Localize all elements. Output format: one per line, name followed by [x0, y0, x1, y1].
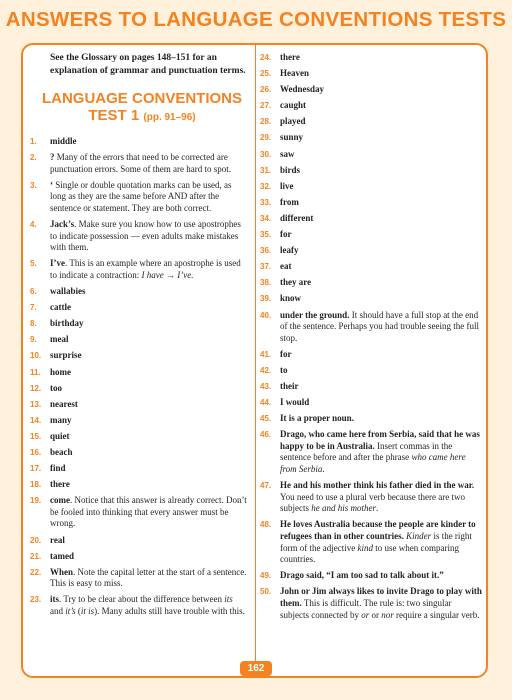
answer-text: for	[280, 229, 292, 240]
answer-example: I have → I’ve.	[141, 269, 194, 280]
answer-phrase: who came here from Serbia	[280, 452, 466, 475]
answer-text: real	[50, 534, 65, 545]
answer-number: 30.	[260, 149, 272, 159]
answer-item	[260, 480, 482, 515]
answer-number: 9.	[30, 335, 37, 345]
answer-number: 33.	[260, 197, 272, 207]
answer-number: 1.	[30, 137, 37, 146]
answer-text: live	[280, 180, 294, 191]
answer-item	[260, 586, 482, 621]
answer-number: 43.	[260, 381, 272, 391]
answer-number: 2.	[30, 153, 37, 163]
answer-explanation: . Make sure you know how to use apostrophes to indicate possession — even adults make mistakes with them.	[50, 219, 241, 253]
answer-text: birds	[280, 164, 301, 175]
answer-explanation: Single or double quotation marks can be used, as long as they are the same before AND after the sentence or statement. They are both correct.	[50, 179, 232, 213]
answer-number: 20.	[30, 535, 42, 545]
answer-item	[260, 570, 482, 582]
answer-number: 35.	[260, 230, 272, 240]
answer-explanation: to use when comparing countries.	[280, 542, 459, 565]
answer-item	[260, 519, 482, 565]
answer-number: 17.	[30, 464, 42, 474]
answer-number: 31.	[260, 165, 272, 175]
answer-term: it’s	[65, 606, 76, 616]
column-divider	[255, 44, 256, 676]
answer-item	[260, 116, 482, 128]
answer-term: or	[361, 609, 370, 620]
section-pages: (pp. 91–96)	[143, 112, 196, 123]
answer-number: 28.	[260, 117, 272, 127]
answer-text: leafy	[280, 245, 299, 256]
answer-item	[30, 334, 248, 346]
answer-explanation: and	[50, 606, 66, 616]
answer-number: 32.	[260, 181, 272, 191]
answer-text: too	[50, 382, 62, 393]
answer-text: surprise	[50, 350, 82, 361]
answer-item	[30, 463, 248, 475]
answer-item	[260, 349, 482, 361]
answer-term: Kinder	[406, 531, 432, 541]
section-test: TEST 1	[88, 107, 140, 124]
answer-text: It is a proper noun.	[280, 413, 354, 424]
answer-item	[30, 367, 248, 379]
answer-key: He loves Australia because the people are kinder to refugees than in other countries.	[280, 519, 476, 541]
answer-explanation: Insert commas in the sentence before and after the phrase	[280, 440, 453, 463]
answer-explanation: It should have a full stop at the end of the sentence. Perhaps you had trouble seeing the full stop.	[280, 309, 479, 343]
answer-item	[260, 181, 482, 193]
answer-text: birthday	[50, 318, 84, 329]
answer-text: cattle	[50, 302, 71, 313]
answer-text: caught	[280, 100, 307, 111]
answer-text: eat	[280, 261, 292, 272]
answer-item	[30, 431, 248, 443]
answer-item	[30, 302, 248, 314]
answer-item	[260, 381, 482, 393]
answer-item	[260, 100, 482, 112]
answer-item	[260, 293, 482, 305]
answer-item	[30, 399, 248, 411]
answer-number: 27.	[260, 101, 272, 111]
answer-number: 15.	[30, 431, 42, 441]
answer-explanation: . Note the capital letter at the start of a sentence. This is easy to miss.	[50, 566, 247, 589]
answer-key: ‘	[50, 179, 53, 190]
answer-explanation: require a singular verb.	[393, 609, 480, 620]
answer-item	[30, 535, 248, 547]
answer-explanation: (	[75, 606, 81, 616]
answer-text: there	[280, 52, 300, 62]
answer-explanation: . This is an example where an apostrophe is used to indicate a contraction:	[50, 258, 241, 280]
answer-text: meal	[50, 334, 69, 345]
answer-text: Drago said, “I am too sad to talk about it.”	[280, 570, 444, 581]
answer-number: 26.	[260, 85, 272, 95]
answer-item	[260, 52, 482, 64]
answer-term: it is	[80, 606, 95, 616]
answer-text: their	[280, 380, 299, 391]
answer-item	[30, 258, 248, 281]
answer-number: 37.	[260, 262, 272, 272]
answer-explanation: This is difficult. The rule is: two singular subjects connected by	[280, 597, 452, 620]
answer-number: 19.	[30, 496, 42, 506]
answer-number: 47.	[260, 481, 272, 491]
answer-text: played	[280, 116, 306, 127]
answer-number: 22.	[30, 567, 42, 577]
answer-text: different	[280, 212, 314, 223]
left-column	[30, 48, 248, 618]
answer-key: under the ground.	[280, 309, 350, 320]
answer-explanation: or	[369, 609, 382, 620]
answer-text: to	[280, 364, 288, 375]
page-title: ANSWERS TO LANGUAGE CONVENTIONS TESTS	[5, 8, 507, 31]
answer-key: its	[50, 594, 59, 605]
answer-key: John or Jim always likes to invite Drago to play with them.	[280, 586, 482, 608]
answer-item	[260, 229, 482, 241]
answer-item	[30, 152, 248, 175]
answer-key: When	[50, 566, 74, 577]
answer-item	[260, 84, 482, 96]
answer-text: sunny	[280, 132, 304, 143]
answer-number: 18.	[30, 480, 42, 490]
answer-number: 6.	[30, 287, 37, 297]
answer-number: 49.	[260, 571, 272, 581]
answer-explanation-end: .	[322, 464, 325, 475]
answer-number: 11.	[30, 367, 41, 377]
answer-text: middle	[50, 136, 77, 146]
answer-explanation: ). Many adults still have trouble with this.	[94, 606, 245, 616]
answer-item	[30, 180, 248, 215]
answer-number: 3.	[30, 180, 37, 190]
answer-number: 38.	[260, 278, 272, 288]
answer-explanation: is the right form of the adjective	[280, 531, 472, 553]
answer-term: nor	[381, 609, 394, 620]
section-title-line2	[36, 107, 248, 126]
answer-text: they are	[280, 277, 312, 288]
answer-item	[260, 277, 482, 289]
answer-number: 8.	[30, 319, 37, 329]
answer-item	[30, 286, 248, 298]
right-column	[260, 48, 482, 621]
answer-item	[260, 261, 482, 273]
answer-item	[30, 415, 248, 427]
answer-number: 21.	[30, 551, 42, 561]
answer-item	[30, 479, 248, 491]
answer-item	[30, 318, 248, 330]
glossary-note: See the Glossary on pages 148–151 for an explanation of grammar and punctuation terms.	[50, 53, 246, 76]
answer-key: Jack’s	[50, 219, 75, 230]
answer-text: many	[50, 414, 72, 425]
answer-item	[30, 136, 248, 148]
answer-item	[30, 350, 248, 362]
answer-text: I would	[280, 397, 310, 408]
answer-explanation: You need to use a plural verb because there are two subjects	[280, 491, 466, 514]
answer-text: know	[280, 293, 302, 304]
answer-number: 42.	[260, 365, 272, 375]
answer-term: its	[224, 594, 233, 605]
answer-number: 4.	[30, 220, 37, 230]
answer-item	[30, 567, 248, 590]
answer-number: 45.	[260, 414, 272, 424]
page-number: 162	[240, 661, 272, 676]
answer-key: come	[50, 495, 70, 506]
answer-text: Heaven	[280, 68, 309, 79]
answer-key: ?	[50, 152, 55, 163]
answer-item	[260, 68, 482, 80]
answer-item	[30, 219, 248, 254]
section-title	[36, 90, 248, 126]
answer-number: 46.	[260, 430, 272, 440]
answer-item	[260, 397, 482, 409]
answer-number: 36.	[260, 246, 272, 256]
section-title-line1: LANGUAGE CONVENTIONS	[41, 90, 242, 107]
answer-number: 25.	[260, 69, 272, 79]
answer-number: 7.	[30, 303, 37, 313]
answer-explanation-end: .	[376, 503, 379, 514]
answer-item	[260, 429, 482, 475]
answer-item	[260, 245, 482, 257]
answer-text: find	[50, 463, 66, 474]
answer-text: from	[280, 196, 299, 207]
answer-item	[260, 197, 482, 209]
answer-number: 41.	[260, 349, 272, 359]
answer-text: for	[280, 348, 292, 359]
answer-number: 5.	[30, 259, 37, 269]
answer-number: 39.	[260, 294, 272, 304]
answer-number: 24.	[260, 53, 272, 62]
answer-text: nearest	[50, 398, 78, 409]
answer-number: 12.	[30, 383, 42, 393]
answer-item	[260, 310, 482, 345]
answer-term: kind	[357, 542, 373, 553]
answer-number: 29.	[260, 133, 272, 143]
answer-text: saw	[280, 148, 295, 159]
answer-explanation: Many of the errors that need to be corrected are punctuation errors. Some of them are hard to spot.	[50, 152, 231, 174]
answer-number: 14.	[30, 415, 42, 425]
answer-text: tamed	[50, 550, 74, 561]
answer-item	[260, 365, 482, 377]
answer-text: wallabies	[50, 286, 86, 297]
answer-explanation: . Notice that this answer is already correct. Don’t be fooled into thinking that every answer must be wrong.	[50, 495, 247, 529]
answer-number: 23.	[30, 595, 42, 605]
answer-key: He and his mother think his father died in the war.	[280, 480, 475, 491]
answer-phrase: he and his mother	[311, 503, 376, 514]
answer-key: Drago, who came here from Serbia, said that he was happy to be in Australia.	[280, 429, 480, 451]
answer-explanation: . Try to be clear about the difference between	[59, 594, 225, 605]
answer-key: I’ve	[50, 258, 65, 269]
answer-item	[260, 413, 482, 425]
answer-number: 40.	[260, 310, 272, 320]
answer-number: 44.	[260, 398, 272, 408]
answer-number: 10.	[30, 351, 42, 361]
answer-item	[260, 132, 482, 144]
answer-number: 16.	[30, 447, 42, 457]
answer-text: beach	[50, 446, 73, 457]
answer-text: home	[50, 366, 71, 377]
answer-item	[30, 551, 248, 563]
answer-item	[30, 594, 248, 617]
answer-text: Wednesday	[280, 84, 325, 95]
answer-text: there	[50, 479, 70, 490]
answer-number: 48.	[260, 520, 272, 530]
answer-item	[260, 213, 482, 225]
answer-number: 34.	[260, 213, 272, 223]
answer-text: quiet	[50, 430, 70, 441]
answer-number: 50.	[260, 587, 272, 597]
answer-item	[260, 149, 482, 161]
answer-item	[30, 495, 248, 530]
answer-number: 13.	[30, 399, 42, 409]
answer-item	[260, 165, 482, 177]
answer-item	[30, 447, 248, 459]
answer-item	[30, 383, 248, 395]
